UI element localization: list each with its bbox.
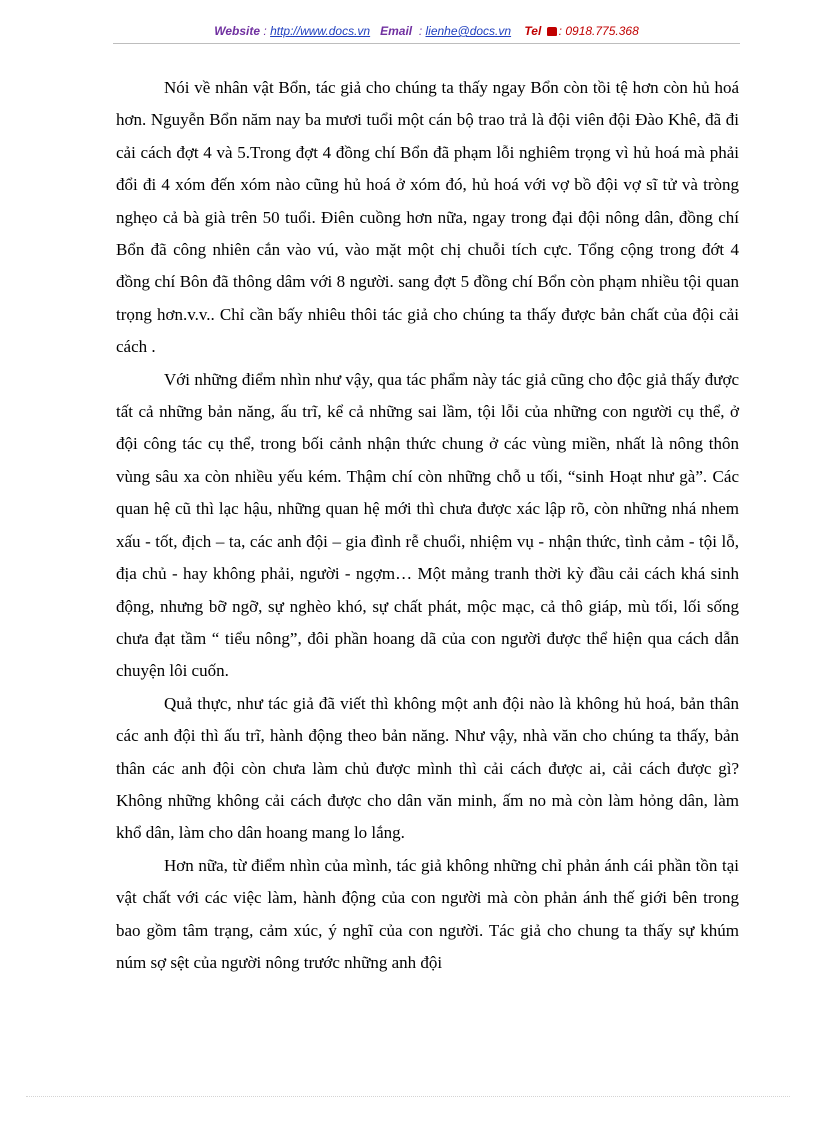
paragraph-4: Hơn nữa, từ điểm nhìn của mình, tác giả không những chỉ phản ánh cái phần tồn tại vật chất với các việc làm, hành động của con người mà còn phản ánh thế giới bên trong bao gồm tâm trạng, cảm xúc, ý nghĩ của con người. Tác giả cho chung ta thấy sự khúm núm sợ sệt của người nông trước những anh đội <box>116 855 739 972</box>
tel-number: : 0918.775.368 <box>558 24 639 38</box>
document-body <box>116 72 739 979</box>
page-bottom-border <box>26 1096 790 1097</box>
email-link[interactable]: lienhe@docs.vn <box>425 24 512 38</box>
tel-label: Tel <box>524 24 542 38</box>
email-separator: : <box>418 24 423 38</box>
paragraph-3: Quả thực, như tác giả đã viết thì không một anh đội nào là không hủ hoá, bản thân các anh đội thì ấu trĩ, hành động theo bản năng. Như vậy, nhà văn cho chúng ta thấy, bản thân các anh đội còn chưa làm chủ được mình thì cải cách được ai, cải cách được gì? Không những không cải cách được cho dân văn minh, ấm no mà còn làm hỏng dân, làm khổ dân, làm cho dân hoang mang lo lắng. <box>116 693 739 843</box>
email-label: Email <box>380 24 413 38</box>
page-header <box>113 24 740 38</box>
website-link[interactable]: http://www.docs.vn <box>270 24 371 38</box>
header-divider <box>113 43 740 44</box>
website-separator: : <box>263 24 267 38</box>
phone-icon <box>547 27 557 36</box>
paragraph-1: Nói về nhân vật Bổn, tác giả cho chúng ta thấy ngay Bổn còn tồi tệ hơn còn hủ hoá hơn. Nguyễn Bổn năm nay ba mươi tuổi một cán bộ trao trả là đội viên đội Đào Khê, đã đi cải cách đợt 4 và 5.Trong đợt 4 đồng chí Bổn đã phạm lỗi nghiêm trọng vì hủ hoá mà phải đổi đi 4 xóm đến xóm nào cũng hủ hoá ở xóm đó, hủ hoá với vợ bồ đội vợ sĩ tử và tròng nghẹo cả bà già trên 50 tuổi. Điên cuồng hơn nữa, ngay trong đại đội nông dân, đồng chí Bổn đã công nhiên cắn vào vú, vào mặt một chị chuỗi tích cực. Tổng cộng trong đớt 4 đồng chí Bôn đã thông dâm với 8 người. sang đợt 5 đồng chí Bổn còn phạm nhiều tội quan trọng hơn.v.v.. Chỉ cần bấy nhiêu thôi tác giả cho chúng ta thấy được bản chất của đội cải cách . <box>116 78 739 357</box>
paragraph-2: Với những điểm nhìn như vậy, qua tác phẩm này tác giả cũng cho độc giả thấy được tất cả những bản năng, ấu trĩ, kể cả những sai lầm, tội lỗi của những con người cụ thể, ở đội công tác cụ thể, trong bối cảnh nhận thức chung ở các vùng miền, nhất là nông thôn vùng sâu xa còn nhiều yếu kém. Thậm chí còn những chỗ u tối, “sinh Hoạt như gà”. Các quan hệ cũ thì lạc hậu, những quan hệ mới thì chưa được xác lập rõ, còn những nhá nhem xấu - tốt, địch – ta, các anh đội – gia đình rễ chuổi, nhiệm vụ - nhận thức, tình cảm - tội lỗ, địa chủ - hay không phải, người - ngợm… Một mảng tranh thời kỳ đầu cải cách khá sinh động, nhưng bỡ ngỡ, sự nghèo khó, sự chất phát, mộc mạc, cả thô giáp, mù tối, lối sống chưa đạt tầm “ tiểu nông”, đôi phần hoang dã của con người được thể hiện qua cách dẫn chuyện lôi cuốn. <box>116 369 739 681</box>
website-label: Website <box>214 24 261 38</box>
